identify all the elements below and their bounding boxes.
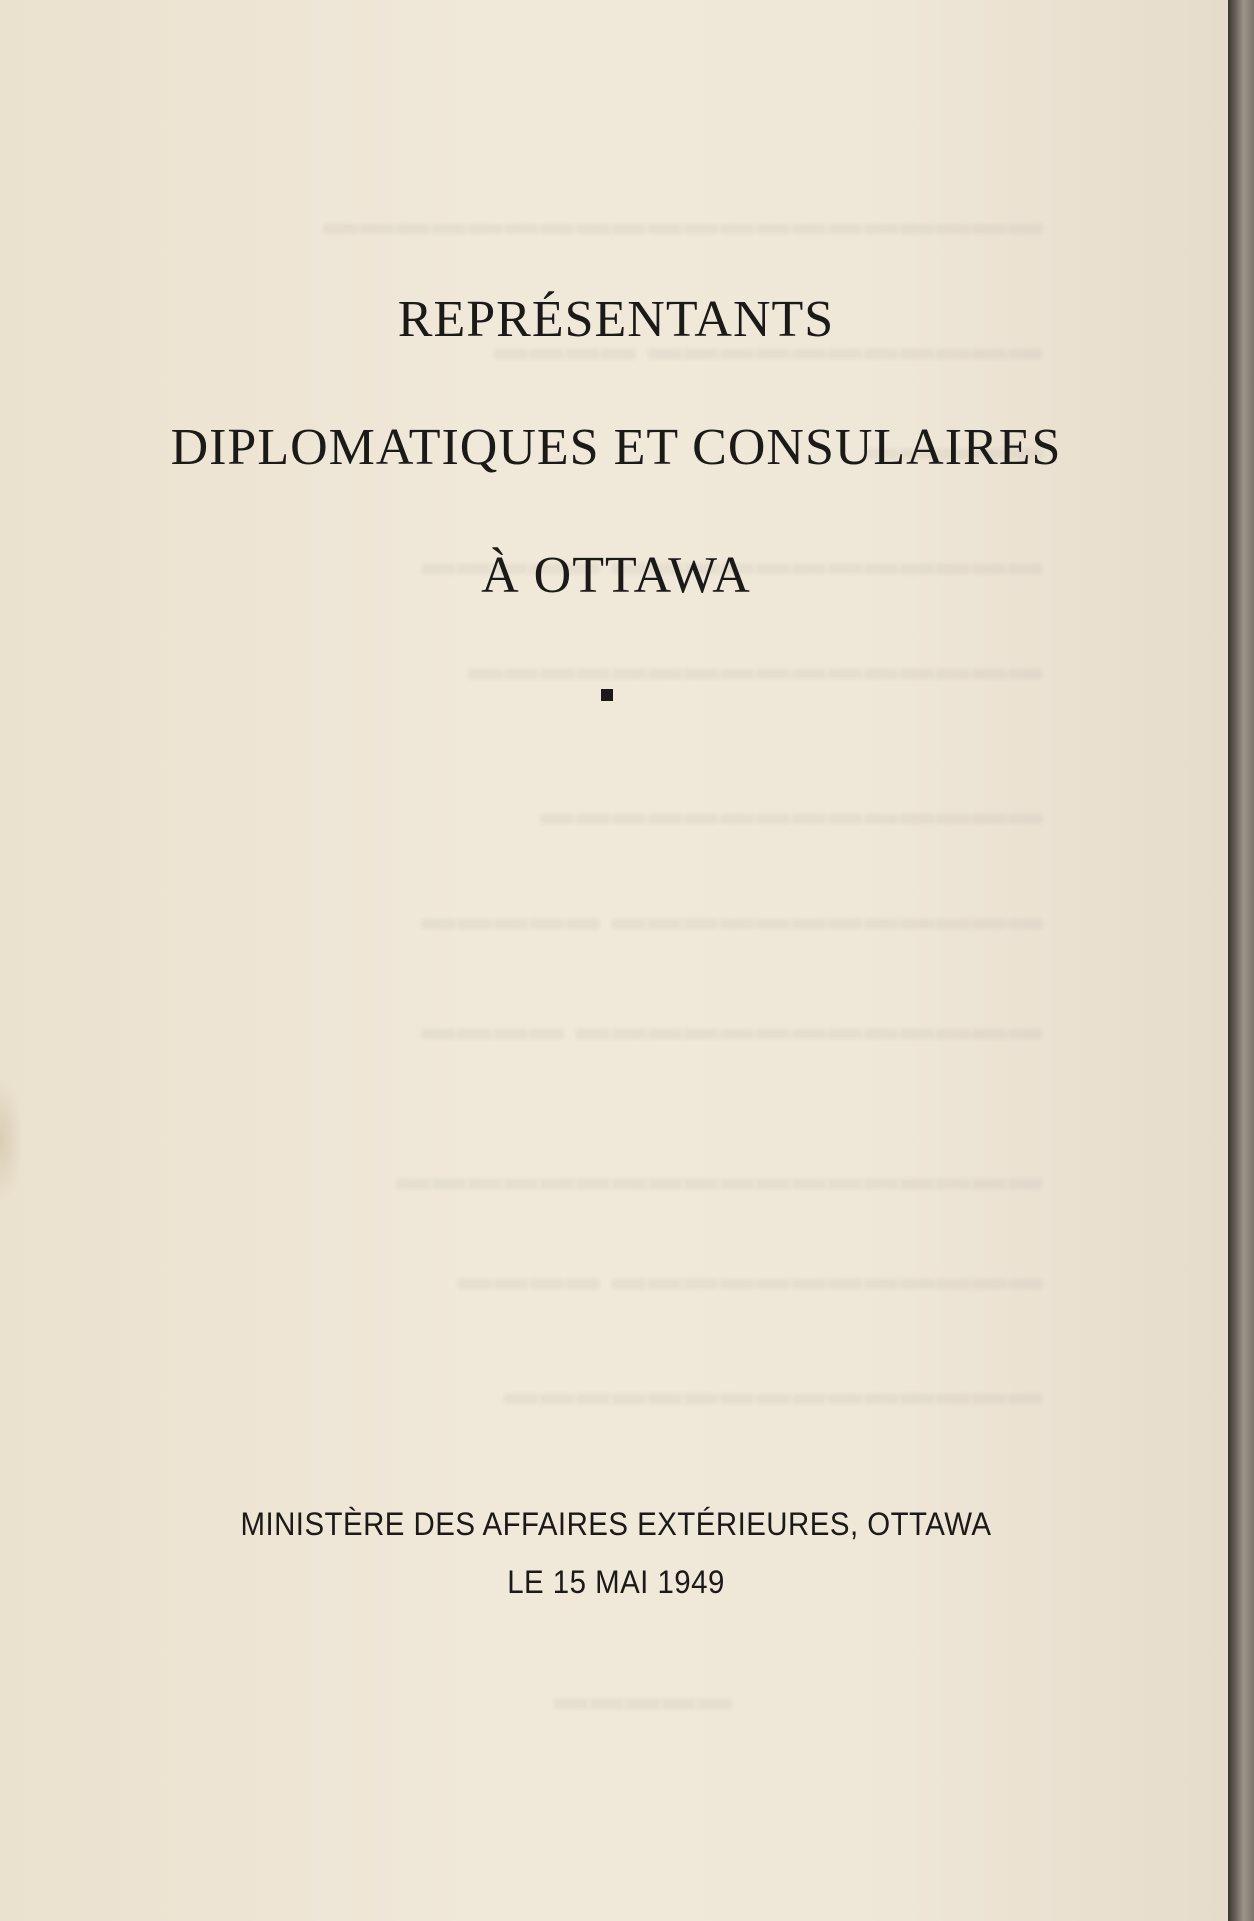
page-binding-edge <box>1228 0 1254 1921</box>
paper-wear-mark <box>0 1080 22 1200</box>
publisher-line: MINISTÈRE DES AFFAIRES EXTÉRIEURES, OTTAWA <box>240 1506 992 1542</box>
ornament-square-icon <box>601 689 613 701</box>
title-line-2: DIPLOMATIQUES ET CONSULAIRES <box>170 419 1062 476</box>
date-line: LE 15 MAI 1949 <box>507 1564 725 1600</box>
title-line-1: REPRÉSENTANTS <box>397 291 835 348</box>
title-line-3: À OTTAWA <box>481 547 751 604</box>
